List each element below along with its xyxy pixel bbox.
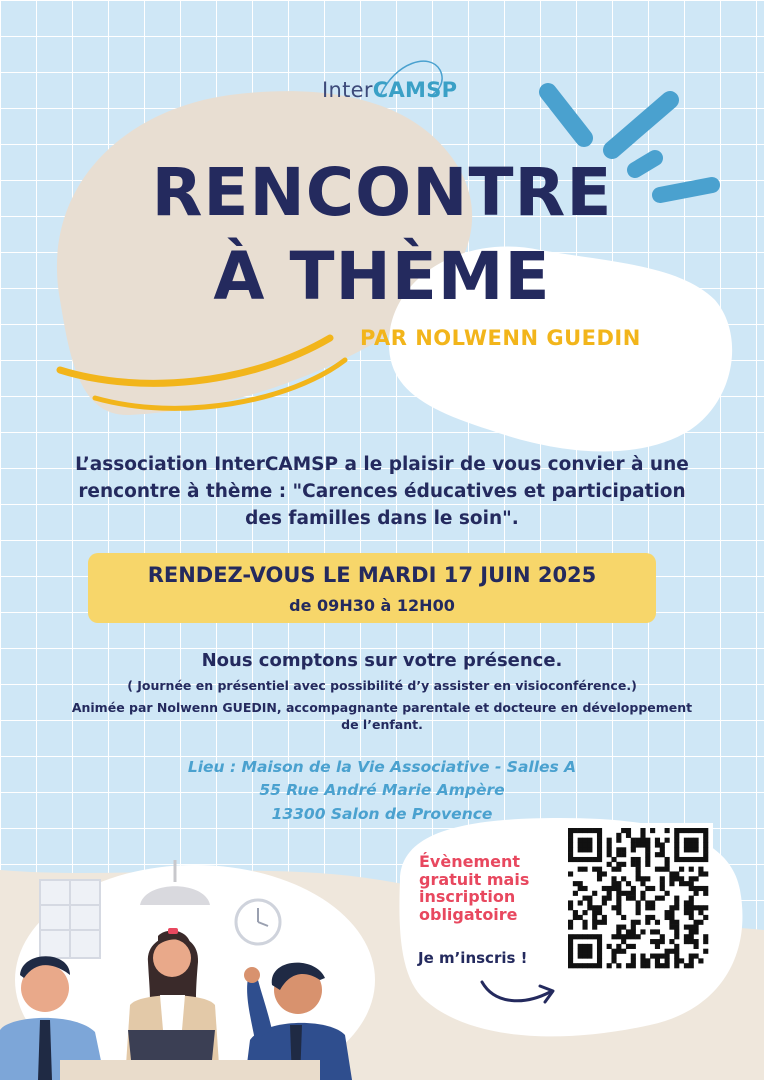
byline: PAR NOLWENN GUEDIN — [360, 326, 641, 350]
free-event-notice — [419, 853, 529, 923]
location-line-2: 55 Rue André Marie Ampère — [259, 781, 505, 800]
hybrid-note: ( Journée en présentiel avec possibilité d’y assister en visioconférence.) — [127, 678, 637, 693]
blue-accent-1 — [548, 92, 584, 138]
location-line-1: Lieu : Maison de la Vie Associative - Salles A — [187, 758, 577, 776]
presence-text: Nous comptons sur votre présence. — [201, 650, 563, 671]
free-line-1: Évènement — [419, 852, 521, 871]
intercamsp-logo — [322, 78, 457, 102]
rdv-date: RENDEZ-VOUS LE MARDI 17 JUIN 2025 — [147, 563, 597, 587]
blue-accent-2 — [612, 100, 670, 150]
location-line-3: 13300 Salon de Provence — [271, 804, 493, 823]
free-line-3: inscription — [419, 887, 516, 907]
free-line-2: gratuit mais — [419, 869, 530, 889]
intro-text: L’association InterCAMSP a le plaisir de vous convier à une rencontre à thème : "Carences éducatives et participation des familles dans le soin". — [75, 454, 689, 529]
free-line-4: obligatoire — [419, 904, 518, 924]
logo-bold: CAMSP — [372, 78, 458, 102]
qr-code[interactable] — [563, 823, 713, 973]
logo-prefix: Inter — [322, 78, 373, 102]
title-line-2: À THÈME — [213, 238, 551, 315]
animator-text: Animée par Nolwenn GUEDIN, accompagnante parentale et docteure en développement de l’enfant. — [71, 700, 693, 732]
location-block — [70, 756, 694, 826]
rdv-hours: de 09H30 à 12H00 — [289, 596, 455, 615]
title-line-1: RENCONTRE — [151, 154, 613, 231]
register-cta[interactable]: Je m’inscris ! — [418, 949, 528, 967]
qr-code-image — [563, 823, 713, 973]
